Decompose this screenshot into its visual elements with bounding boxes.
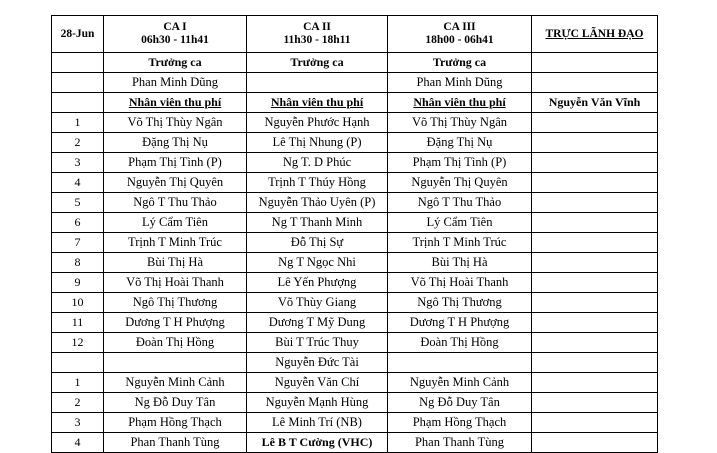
header-row — [52, 16, 658, 53]
table-row — [52, 193, 658, 213]
table-cell[interactable] — [52, 53, 104, 73]
shift-leader-label-ca3: Trưởng ca — [432, 55, 487, 69]
leader-on-duty[interactable]: Nguyễn Văn Vĩnh — [532, 93, 658, 113]
staff-ca3[interactable]: Dương T H Phượng — [388, 313, 532, 333]
table-cell[interactable] — [532, 73, 658, 93]
table-cell[interactable] — [388, 53, 532, 73]
staff-ca1[interactable]: Phạm Thị Tình (P) — [104, 153, 247, 173]
row-number[interactable]: 10 — [52, 293, 104, 313]
leadership-cell[interactable] — [532, 193, 658, 213]
staff-ca3[interactable]: Lý Cẩm Tiên — [388, 213, 532, 233]
shift-leader-row — [52, 73, 658, 93]
leadership-cell[interactable] — [532, 213, 658, 233]
staff-ca3[interactable]: Đoàn Thị Hồng — [388, 333, 532, 353]
staff-ca1[interactable]: Ngô Thị Thương — [104, 293, 247, 313]
shift-3-header[interactable] — [388, 16, 532, 53]
staff-ca3[interactable]: Trịnh T Minh Trúc — [388, 233, 532, 253]
staff-ca1[interactable]: Ng Đỗ Duy Tân — [104, 393, 247, 413]
leadership-cell[interactable] — [532, 133, 658, 153]
table-row — [52, 113, 658, 133]
leadership-cell[interactable] — [532, 433, 658, 453]
shift-schedule-table — [51, 15, 658, 453]
staff-ca2[interactable]: Lê Thị Nhung (P) — [247, 133, 388, 153]
table-row — [52, 433, 658, 453]
staff-ca3[interactable]: Nguyễn Minh Cảnh — [388, 373, 532, 393]
table-cell[interactable] — [247, 53, 388, 73]
staff-ca3[interactable]: Đặng Thị Nụ — [388, 133, 532, 153]
staff-ca1[interactable]: Trịnh T Minh Trúc — [104, 233, 247, 253]
staff-ca2[interactable]: Dương T Mỹ Dung — [247, 313, 388, 333]
section-title-ca1[interactable]: Nhân viên thu phí — [104, 93, 247, 113]
staff-ca1[interactable]: Võ Thị Hoài Thanh — [104, 273, 247, 293]
staff-ca3[interactable]: Bùi Thị Hà — [388, 253, 532, 273]
shift-1-header[interactable] — [104, 16, 247, 53]
row-number[interactable]: 12 — [52, 333, 104, 353]
leadership-cell[interactable] — [532, 293, 658, 313]
leadership-cell[interactable] — [532, 373, 658, 393]
staff-ca2[interactable]: Nguyễn Văn Chí — [247, 373, 388, 393]
table-row — [52, 333, 658, 353]
staff-ca1[interactable]: Đặng Thị Nụ — [104, 133, 247, 153]
staff-ca1[interactable]: Nguyễn Thị Quyên — [104, 173, 247, 193]
row-number[interactable]: 4 — [52, 173, 104, 193]
staff-ca3[interactable]: Ngô T Thu Thảo — [388, 193, 532, 213]
table-row — [52, 133, 658, 153]
table-row — [52, 233, 658, 253]
staff-ca3[interactable]: Phạm Thị Tình (P) — [388, 153, 532, 173]
leadership-cell[interactable] — [532, 233, 658, 253]
shift-3-time: 18h00 - 06h41 — [425, 34, 494, 46]
staff-ca2[interactable]: Ng T. D Phúc — [247, 153, 388, 173]
table-cell[interactable] — [52, 93, 104, 113]
extra-staff-ca2[interactable]: Nguyễn Đức Tài — [247, 353, 388, 373]
table-cell[interactable] — [247, 73, 388, 93]
leadership-title: TRỰC LÃNH ĐẠO — [545, 27, 644, 40]
leadership-cell[interactable] — [532, 153, 658, 173]
staff-ca3[interactable]: Võ Thị Thùy Ngân — [388, 113, 532, 133]
row-number[interactable]: 2 — [52, 393, 104, 413]
shift-2-time: 11h30 - 18h11 — [283, 34, 351, 46]
table-cell[interactable] — [52, 73, 104, 93]
section-title-ca3[interactable]: Nhân viên thu phí — [388, 93, 532, 113]
staff-ca2[interactable]: Lê B T Cường (VHC) — [247, 433, 388, 453]
staff-ca2[interactable]: Lê Minh Trí (NB) — [247, 413, 388, 433]
section-title-ca2[interactable]: Nhân viên thu phí — [247, 93, 388, 113]
leadership-header[interactable] — [532, 16, 658, 53]
table-row — [52, 253, 658, 273]
table-row — [52, 413, 658, 433]
staff-ca1[interactable]: Bùi Thị Hà — [104, 253, 247, 273]
staff-ca1[interactable]: Đoàn Thị Hồng — [104, 333, 247, 353]
leadership-cell[interactable] — [532, 253, 658, 273]
table-row — [52, 373, 658, 393]
staff-list-2 — [52, 373, 658, 453]
row-number[interactable]: 4 — [52, 433, 104, 453]
shift-1-time: 06h30 - 11h41 — [141, 34, 209, 46]
leadership-cell[interactable] — [532, 413, 658, 433]
staff-ca3[interactable]: Nguyễn Thị Quyên — [388, 173, 532, 193]
staff-ca3[interactable]: Phan Thanh Tùng — [388, 433, 532, 453]
staff-ca3[interactable]: Ngô Thị Thương — [388, 293, 532, 313]
row-number[interactable]: 3 — [52, 153, 104, 173]
staff-ca2[interactable]: Bùi T Trúc Thuy — [247, 333, 388, 353]
shift-2-name: CA II — [303, 21, 331, 33]
shift-leader-ca1[interactable]: Phan Minh Dũng — [104, 73, 247, 93]
leadership-cell[interactable] — [532, 173, 658, 193]
staff-ca1[interactable]: Lý Cẩm Tiên — [104, 213, 247, 233]
staff-ca1[interactable]: Võ Thị Thùy Ngân — [104, 113, 247, 133]
date-cell[interactable]: 28-Jun — [52, 16, 104, 53]
table-cell[interactable] — [388, 353, 532, 373]
staff-ca2[interactable]: Nguyễn Mạnh Hùng — [247, 393, 388, 413]
row-number[interactable]: 7 — [52, 233, 104, 253]
shift-3-name: CA III — [443, 21, 476, 33]
staff-ca2[interactable]: Ng T Ngọc Nhi — [247, 253, 388, 273]
staff-ca1[interactable]: Phạm Hồng Thạch — [104, 413, 247, 433]
table-row — [52, 273, 658, 293]
table-cell[interactable] — [52, 353, 104, 373]
staff-ca1[interactable]: Nguyễn Minh Cảnh — [104, 373, 247, 393]
table-row — [52, 313, 658, 333]
row-number[interactable]: 11 — [52, 313, 104, 333]
table-row — [52, 153, 658, 173]
row-number[interactable]: 8 — [52, 253, 104, 273]
table-cell[interactable] — [104, 53, 247, 73]
row-number[interactable]: 9 — [52, 273, 104, 293]
table-cell[interactable] — [532, 353, 658, 373]
shift-leader-label-ca2: Trưởng ca — [290, 55, 344, 69]
leadership-cell[interactable] — [532, 113, 658, 133]
extra-staff-row — [52, 353, 658, 373]
staff-ca2[interactable]: Đỗ Thị Sự — [247, 233, 388, 253]
row-number[interactable]: 1 — [52, 113, 104, 133]
row-number[interactable]: 6 — [52, 213, 104, 233]
staff-ca2[interactable]: Nguyễn Phước Hạnh — [247, 113, 388, 133]
staff-ca2[interactable]: Lê Yến Phượng — [247, 273, 388, 293]
shift-2-header[interactable] — [247, 16, 388, 53]
staff-ca2[interactable]: Võ Thùy Giang — [247, 293, 388, 313]
table-row — [52, 173, 658, 193]
row-number[interactable]: 5 — [52, 193, 104, 213]
staff-ca3[interactable]: Phạm Hồng Thạch — [388, 413, 532, 433]
row-number[interactable]: 3 — [52, 413, 104, 433]
staff-ca3[interactable]: Ng Đỗ Duy Tân — [388, 393, 532, 413]
table-cell[interactable] — [532, 53, 658, 73]
table-row — [52, 293, 658, 313]
leadership-cell[interactable] — [532, 393, 658, 413]
staff-list — [52, 113, 658, 353]
shift-leader-label-row — [52, 53, 658, 73]
staff-ca2[interactable]: Trịnh T Thúy Hồng — [247, 173, 388, 193]
row-number[interactable]: 1 — [52, 373, 104, 393]
section-title-row — [52, 93, 658, 113]
staff-ca1[interactable]: Ngô T Thu Thảo — [104, 193, 247, 213]
table-row — [52, 393, 658, 413]
row-number[interactable]: 2 — [52, 133, 104, 153]
leadership-cell[interactable] — [532, 313, 658, 333]
shift-leader-ca3[interactable]: Phan Minh Dũng — [388, 73, 532, 93]
staff-ca2[interactable]: Ng T Thanh Minh — [247, 213, 388, 233]
staff-ca2[interactable]: Nguyễn Thảo Uyên (P) — [247, 193, 388, 213]
staff-ca3[interactable]: Võ Thị Hoài Thanh — [388, 273, 532, 293]
table-row — [52, 213, 658, 233]
leadership-cell[interactable] — [532, 273, 658, 293]
shift-leader-label-ca1: Trưởng ca — [148, 55, 202, 69]
staff-ca1[interactable]: Phan Thanh Tùng — [104, 433, 247, 453]
table-cell[interactable] — [104, 353, 247, 373]
leadership-cell[interactable] — [532, 333, 658, 353]
shift-1-name: CA I — [163, 21, 187, 33]
staff-ca1[interactable]: Dương T H Phượng — [104, 313, 247, 333]
